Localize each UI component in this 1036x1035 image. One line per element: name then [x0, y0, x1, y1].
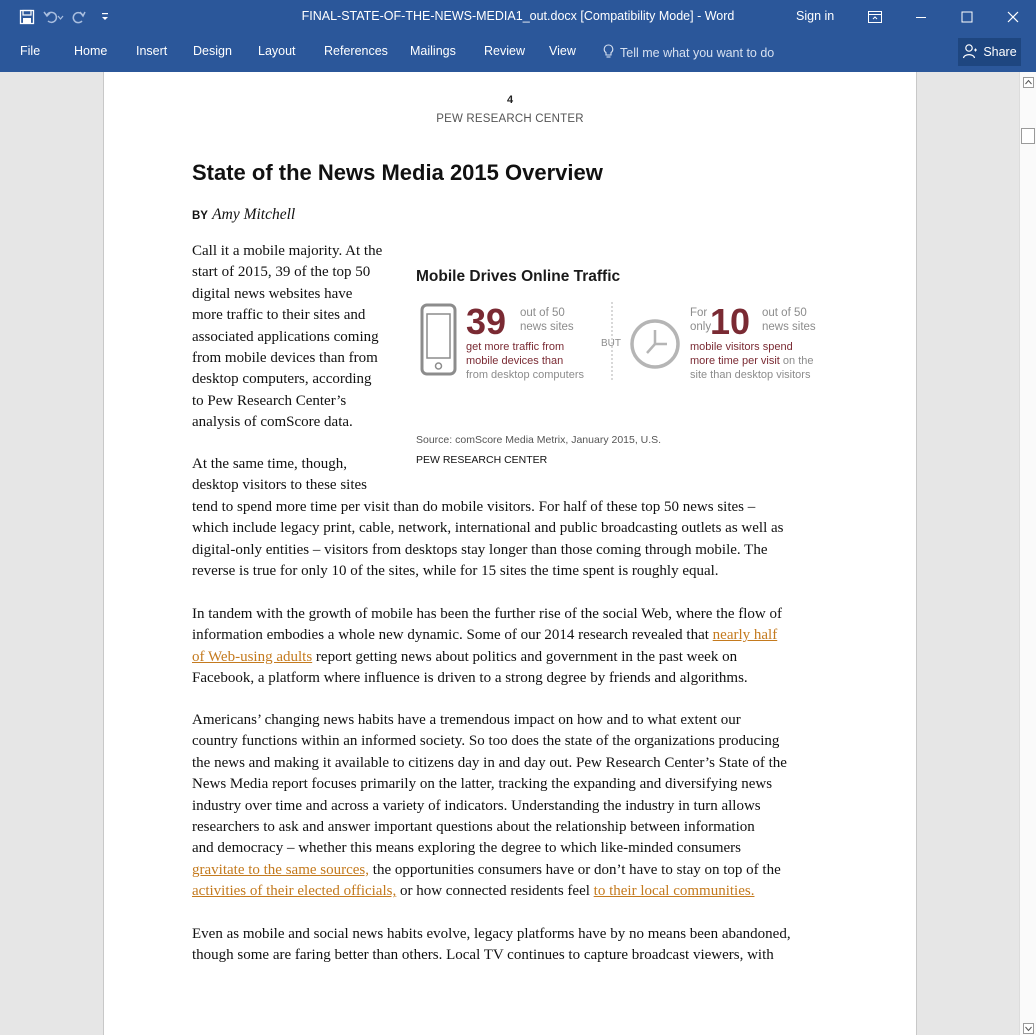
- text-line: industry over time and across a variety of indicators. Understanding the industry in turn allows: [192, 797, 761, 814]
- scroll-down-icon[interactable]: [1023, 1021, 1034, 1032]
- right-desc-3: site than desktop visitors: [690, 369, 811, 381]
- ribbon-display-options-icon[interactable]: [852, 0, 898, 34]
- share-label: Share: [983, 45, 1017, 59]
- right-desc-2: more time per visit on the: [690, 355, 814, 367]
- link-local-communities[interactable]: to their local communities.: [593, 883, 755, 900]
- link-nearly-half[interactable]: nearly half: [712, 627, 778, 644]
- text-line: more traffic to their sites and: [192, 307, 366, 324]
- title-bar: [0, 0, 1036, 34]
- infographic-org: PEW RESEARCH CENTER: [416, 454, 548, 466]
- text-line: which include legacy print, cable, network, international and public broadcasting outlets as well as: [192, 520, 784, 537]
- tab-references[interactable]: References: [324, 44, 388, 58]
- text-line: and democracy – whether this means exploring the degree to which like-minded consumers: [192, 840, 741, 857]
- right-for: For: [690, 307, 708, 319]
- share-button[interactable]: [958, 38, 1021, 66]
- undo-icon[interactable]: [40, 6, 66, 28]
- link-web-using-adults[interactable]: of Web-using adults: [192, 648, 313, 665]
- document-page[interactable]: [103, 72, 917, 1035]
- paragraph-1: [192, 241, 382, 434]
- paragraph-4: [192, 710, 787, 903]
- tell-me-placeholder: Tell me what you want to do: [620, 46, 775, 60]
- paragraph-2: [192, 454, 783, 582]
- text-line: In tandem with the growth of mobile has been the further rise of the social Web, where the flow of: [192, 606, 783, 622]
- right-number: 10: [710, 301, 751, 342]
- author-name: Amy Mitchell: [212, 206, 296, 223]
- document-title: State of the News Media 2015 Overview: [192, 160, 603, 185]
- page-header: PEW RESEARCH CENTER: [436, 113, 584, 125]
- tab-design[interactable]: Design: [193, 44, 232, 58]
- text-line: Americans’ changing news habits have a tremendous impact on how and to what extent our: [192, 712, 741, 728]
- tab-review[interactable]: Review: [484, 44, 525, 58]
- left-out-of: out of 50: [520, 307, 565, 319]
- document-canvas[interactable]: [0, 72, 1019, 1035]
- text-line: of Web-using adults report getting news about politics and government in the past week on: [192, 648, 738, 665]
- text-line: start of 2015, 39 of the top 50: [192, 264, 371, 281]
- left-unit: news sites: [520, 321, 574, 333]
- window-title: FINAL-STATE-OF-THE-NEWS-MEDIA1_out.docx [Compatibility Mode] - Word: [301, 9, 735, 23]
- paragraph-5: [192, 924, 791, 967]
- redo-icon[interactable]: [66, 6, 92, 28]
- byline-label: BY: [192, 210, 208, 222]
- person-icon: [962, 43, 978, 62]
- text-line: researchers to ask and answer important questions about the relationship between information: [192, 819, 755, 836]
- minimize-icon[interactable]: [898, 0, 944, 34]
- tab-mailings[interactable]: Mailings: [410, 44, 456, 58]
- text-line: from mobile devices than from: [192, 350, 378, 367]
- right-unit: news sites: [762, 321, 816, 333]
- left-number: 39: [466, 301, 507, 342]
- text-line: At the same time, though,: [192, 456, 347, 472]
- text-line: desktop visitors to these sites: [192, 477, 367, 494]
- tab-insert[interactable]: Insert: [136, 44, 168, 58]
- clock-icon: [632, 321, 678, 367]
- tab-view[interactable]: View: [549, 44, 576, 58]
- text-line: associated applications coming: [192, 328, 379, 345]
- vertical-scrollbar[interactable]: [1019, 72, 1036, 1035]
- text-line: information embodies a whole new dynamic. Some of our 2014 research revealed that nearly half: [192, 627, 778, 644]
- link-gravitate-same-sources[interactable]: gravitate to the same sources,: [192, 861, 370, 878]
- text-line: Call it a mobile majority. At the: [192, 243, 383, 259]
- tab-file[interactable]: File: [20, 44, 41, 58]
- text-line: the news and making it available to citizens day in and day out. Pew Research Center’s State of the: [192, 754, 787, 771]
- text-line: country functions within an informed society. So too does the state of the organizations producing: [192, 733, 780, 750]
- infographic: [416, 262, 836, 472]
- scroll-thumb[interactable]: [1021, 128, 1035, 144]
- text-line: News Media report focuses primarily on the latter, tracking the expanding and diversifying news: [192, 776, 773, 793]
- right-desc-1: mobile visitors spend: [690, 341, 793, 353]
- scroll-up-icon[interactable]: [1023, 75, 1034, 86]
- infographic-title: Mobile Drives Online Traffic: [416, 268, 621, 285]
- text-line: activities of their elected officials, or how connected residents feel to their local communities.: [192, 883, 755, 900]
- text-line: digital-only entities – visitors from desktops stay longer than those coming through mobile. The: [192, 541, 768, 558]
- text-line: digital news websites have: [192, 285, 353, 302]
- infographic-source: Source: comScore Media Metrix, January 2015, U.S.: [416, 434, 662, 446]
- tab-home[interactable]: Home: [74, 44, 108, 58]
- text-line: though some are faring better than others. Local TV continues to capture broadcast viewers, with: [192, 947, 774, 964]
- ribbon-tab-bar: [0, 34, 1036, 72]
- left-desc-2: mobile devices than: [466, 355, 564, 367]
- text-line: analysis of comScore data.: [192, 414, 353, 431]
- tell-me-search[interactable]: [603, 44, 774, 62]
- sign-in-link[interactable]: Sign in: [796, 9, 835, 23]
- text-line: Facebook, a platform where influence is driven to a strong degree by friends and algorithms.: [192, 670, 748, 687]
- lightbulb-icon: [603, 44, 614, 62]
- left-desc-3: from desktop computers: [466, 369, 584, 381]
- paragraph-3: [192, 604, 782, 690]
- text-line: gravitate to the same sources, the opportunities consumers have or don’t have to stay on top of the: [192, 861, 781, 878]
- text-line: desktop computers, according: [192, 371, 372, 388]
- page-number: 4: [506, 94, 514, 106]
- left-desc-1: get more traffic from: [466, 341, 565, 353]
- mobile-phone-icon: [422, 305, 455, 374]
- close-icon[interactable]: [990, 0, 1036, 34]
- but-label: BUT: [601, 338, 621, 349]
- customize-toolbar-icon[interactable]: [92, 6, 118, 28]
- byline: [192, 206, 295, 224]
- save-icon[interactable]: [14, 6, 40, 28]
- right-out-of: out of 50: [762, 307, 807, 319]
- text-line: tend to spend more time per visit than do mobile visitors. For half of these top 50 news sites –: [192, 498, 756, 515]
- infographic-graphic: [416, 292, 836, 422]
- tab-layout[interactable]: Layout: [258, 44, 296, 58]
- quick-access-toolbar: [14, 6, 118, 28]
- text-line: reverse is true for only 10 of the sites, while for 15 sites the time spent is roughly equal.: [192, 563, 719, 580]
- text-line: Even as mobile and social news habits evolve, legacy platforms have by no means been abandoned,: [192, 926, 791, 942]
- text-line: to Pew Research Center’s: [192, 392, 347, 409]
- maximize-icon[interactable]: [944, 0, 990, 34]
- right-only: only: [690, 321, 712, 333]
- link-elected-officials[interactable]: activities of their elected officials,: [192, 883, 397, 900]
